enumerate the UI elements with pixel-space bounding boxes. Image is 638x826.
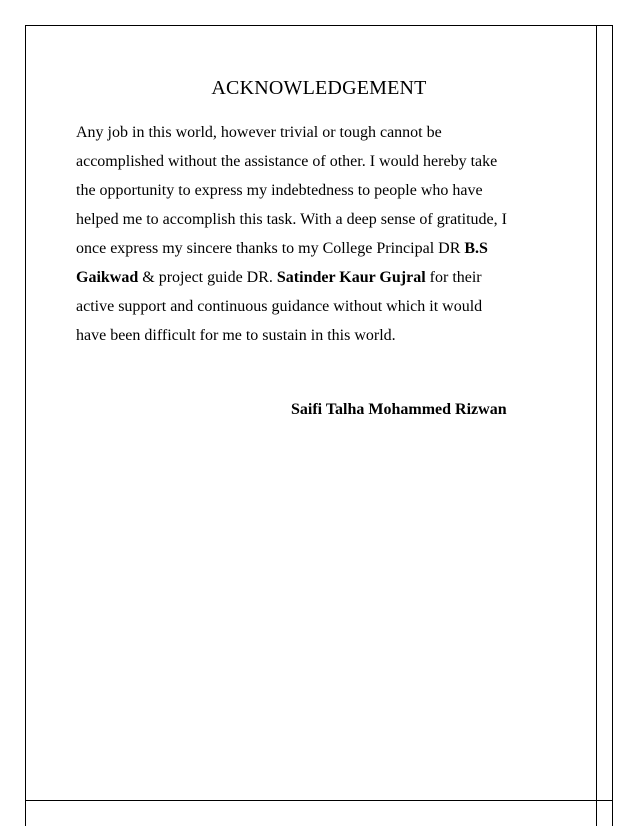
page-border-outer-right: [612, 25, 613, 826]
page-border-bottom: [25, 800, 613, 801]
page-border-left: [25, 25, 26, 826]
page-title: ACKNOWLEDGEMENT: [211, 77, 427, 99]
principal-name: B.S: [464, 240, 488, 257]
paragraph-line: accomplished without the assistance of other. I would hereby take: [76, 153, 498, 170]
paragraph-text: once express my sincere thanks to my College Principal DR: [76, 240, 465, 257]
paragraph-line: the opportunity to express my indebtedness to people who have: [76, 182, 483, 199]
principal-surname: Gaikwad: [76, 269, 139, 286]
paragraph-line: [76, 263, 536, 292]
paragraph-line: helped me to accomplish this task. With a deep sense of gratitude, I: [76, 211, 507, 228]
acknowledgement-paragraph: [76, 118, 536, 350]
paragraph-line: have been difficult for me to sustain in this world.: [76, 327, 396, 344]
page-border-top: [25, 25, 613, 26]
page-border-inner-right: [596, 25, 597, 826]
paragraph-line: Any job in this world, however trivial or tough cannot be: [76, 124, 442, 141]
guide-name: Satinder Kaur Gujral: [276, 269, 426, 286]
author-signature: Saifi Talha Mohammed Rizwan: [291, 401, 507, 418]
paragraph-text: & project guide DR.: [138, 269, 277, 286]
paragraph-line: [76, 234, 536, 263]
paragraph-line: active support and continuous guidance without which it would: [76, 298, 483, 315]
paragraph-text: for their: [425, 269, 482, 286]
